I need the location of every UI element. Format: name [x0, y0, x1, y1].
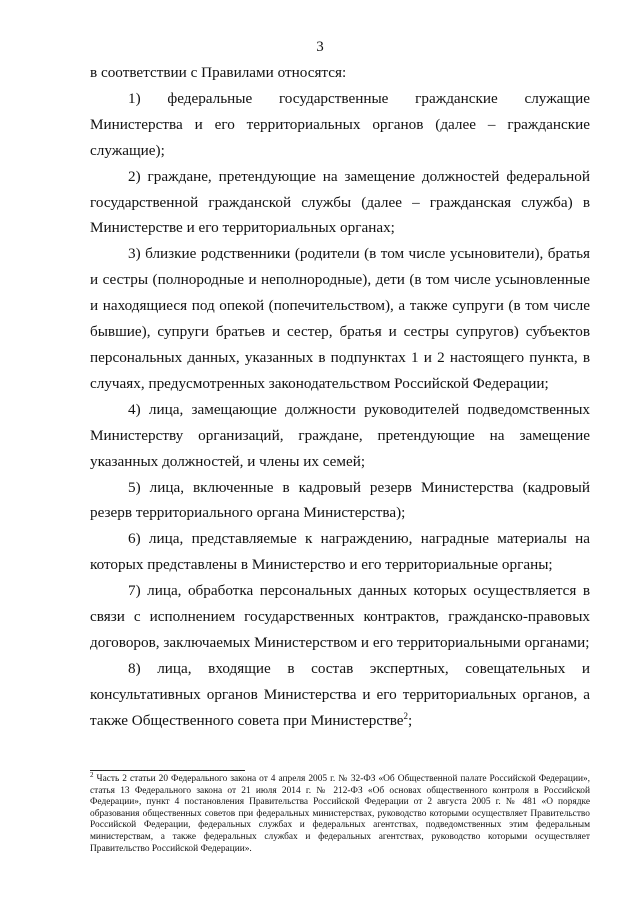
paragraph-item-5: 5) лица, включенные в кадровый резерв Министерства (кадровый резерв территориального органа Министерства);: [90, 478, 590, 522]
paragraph-item-7: 7) лица, обработка персональных данных которых осуществляется в связи с исполнением государственных контрактов, гражданско-правовых договоров, заключаемых Министерством и его территориальными органами;: [90, 582, 590, 651]
paragraph-item-4: 4) лица, замещающие должности руководителей подведомственных Министерству организаций, граждане, претендующие на замещение указанных должностей, и члены их семей;: [90, 400, 590, 470]
body-text: [90, 60, 590, 734]
paragraph-item-8-end: ;: [408, 711, 413, 729]
footnote-text: Часть 2 статьи 20 Федерального закона от 4 апреля 2005 г. № 32-ФЗ «Об Общественной палате Российской Федерации», статья 13 Федерального закона от 21 июля 2014 г. № 212-ФЗ «Об основах общественного контроля в Российской Федерации», пункт 4 постановления Правительства Российской Федерации от 2 августа 2005 г. № 481 «О порядке образования общественных советов при федеральных министерствах, руководство которыми осуществляет Правительство Российской Федерации, федеральных службах и федеральных агентствах, подведомственных этим федеральным министерствам, а также федеральных службах и федеральных агентствах, руководство которыми осуществляет Правительство Российской Федерации».: [90, 774, 591, 854]
paragraph-item-6: 6) лица, представляемые к награждению, наградные материалы на которых представлены в Министерство и его территориальные органы;: [90, 530, 590, 574]
paragraph-item-3: 3) близкие родственники (родители (в том числе усыновители), братья и сестры (полнородные и неполнородные), дети (в том числе усыновленные и находящиеся под опекой (попечительством), а также супруги (в том числе бывшие), супруги братьев и сестер, братья и сестры супругов) субъектов персональных данных, указанных в подпунктах 1 и 2 настоящего пункта, в случаях, предусмотренных законодательством Российской Федерации;: [90, 245, 590, 392]
footnote-reference[interactable]: 2: [403, 710, 409, 721]
paragraph-item-8: [90, 656, 590, 734]
paragraph-item-1: 1) федеральные государственные гражданские служащие Министерства и его территориальных органов (далее – гражданские служащие);: [90, 89, 590, 159]
paragraph-item-8-text: 8) лица, входящие в состав экспертных, совещательных и консультативных органов Министерства и его территориальных органов, а также Общественного совета при Министерстве: [90, 659, 590, 729]
page-number: 3: [316, 39, 324, 55]
footnote-separator: [90, 770, 245, 771]
footnote: [90, 770, 591, 855]
footnote-marker: 2: [90, 770, 94, 779]
paragraph-item-2: 2) граждане, претендующие на замещение должностей федеральной государственной гражданской службы (далее – гражданская служба) в Министерстве и его территориальных органах;: [90, 167, 590, 237]
paragraph-intro: в соответствии с Правилами относятся:: [90, 64, 347, 81]
